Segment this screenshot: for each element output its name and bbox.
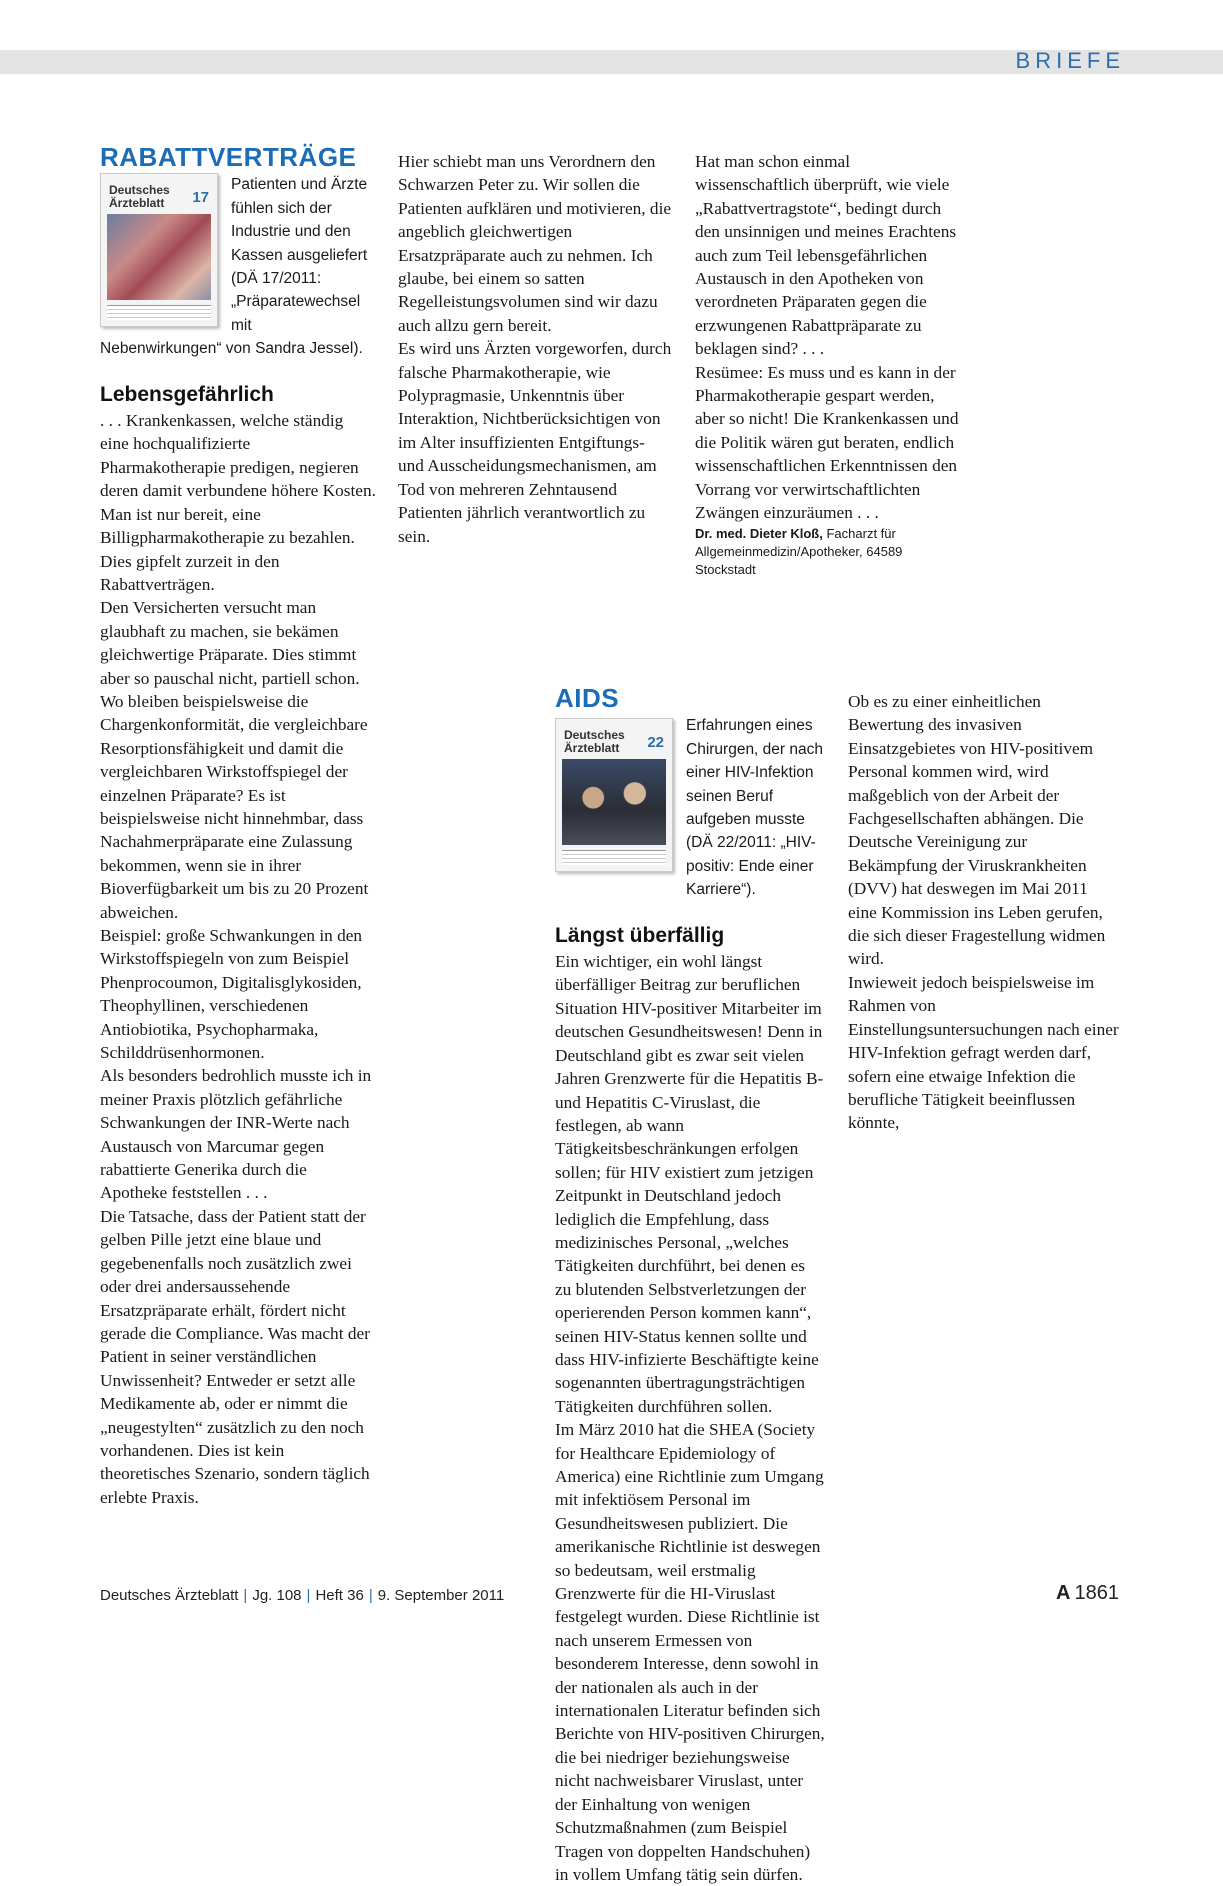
article1-column-1	[100, 142, 376, 1509]
article2-column-2	[848, 690, 1120, 1135]
page-number: A 1861	[1056, 1582, 1119, 1604]
article2-cover-image	[555, 718, 673, 872]
paragraph: Beispiel: große Schwankungen in den Wirkstoffspiegeln von zum Beispiel Phenprocoumon, Digitalisglykosiden, Theophyllinen, verschiedenen Antiobiotika, Psychopharmaka, Schilddrüsenhormonen.	[100, 926, 363, 1063]
paragraph: Wo bleiben beispielsweise die Chargenkonformität, die vergleichbare Resorptionsfähigkeit und damit die vergleichbaren Wirkstoffspiegel der einzelnen Präparate? Es ist beispielsweise nicht hinnehmbar, dass Nachahmerpräparate eine Zulassung bekommen, wenn sie in ihrer Bioverfügbarkeit um bis zu 20 Prozent abweichen.	[100, 691, 369, 922]
paragraph: Als besonders bedrohlich musste ich in meiner Praxis plötzlich gefährliche Schwankungen der INR-Werte nach Austausch von Marcumar gegen rabattierte Generika durch die Apotheke feststellen . . .	[100, 1066, 372, 1203]
paragraph: . . . Krankenkassen, welche ständig eine hochqualifizierte Pharmakotherapie predigen, negieren deren damit verbundene höhere Kosten. Man ist nur bereit, eine Billigpharmakotherapie zu bezahlen. Dies gipfelt zurzeit in den Rabattverträgen.	[100, 411, 376, 594]
paragraph: Den Versicherten versucht man glaubhaft zu machen, sie bekämen gleichwertige Präparate. Dies stimmt aber so pauschal nicht, partiell schon.	[100, 598, 360, 688]
footer-date: 9. September 2011	[377, 1587, 505, 1604]
footer-issue: Heft 36	[315, 1587, 364, 1604]
article1-cover-image	[100, 173, 218, 327]
article1-signature: Dr. med. Dieter Kloß, Facharzt für Allgemeinmedizin/Apotheker, 64589 Stockstadt	[695, 525, 903, 577]
footer-journal: Deutsches Ärzteblatt	[100, 1587, 239, 1604]
article2-heading: AIDS	[555, 683, 620, 713]
paragraph: Ob es zu einer einheitlichen Bewertung des invasiven Einsatzgebietes von HIV-positivem Personal kommen wird, wird maßgeblich von der Arbeit der Fachgesellschaften abhängen. Die Deutsche Vereinigung zur Bekämpfung der Viruskrankheiten (DVV) hat deswegen im Mai 2011 eine Kommission ins Leben gerufen, die sich dieser Fragestellung widmen wird.	[848, 692, 1106, 969]
cover-photo	[107, 214, 211, 300]
paragraph: Resümee: Es muss und es kann in der Pharmakotherapie gespart werden, aber so nicht! Die Krankenkassen und die Politik wären gut beraten, endlich wissenschaftlichen Erkenntnissen den Vorrang vor verwirtschaftlichten Zwängen einzuräumen . . .	[695, 362, 959, 523]
article1-heading: RABATTVERTRÄGE	[100, 142, 357, 172]
article2-letter-heading: Längst überfällig	[555, 923, 725, 947]
article1-column-3	[695, 150, 965, 579]
article2-teaser: Erfahrungen eines Chirurgen, der nach einer HIV-Infektion seinen Beruf aufgeben musste (DÄ 22/2011: „HIV-positiv: Ende einer Karriere“).	[686, 717, 823, 899]
paragraph: Ein wichtiger, ein wohl längst überfälliger Beitrag zur beruflichen Situation HIV-positiver Mitarbeiter im deutschen Gesundheitswesen! Denn in Deutschland gibt es zwar seit vielen Jahren Grenzwerte für die Hepatitis B- und Hepatitis C-Viruslast, die festlegen, ab wann Tätigkeitsbeschränkungen erfolgen sollen; für HIV existiert zum jetzigen Zeitpunkt in Deutschland jedoch lediglich die Empfehlung, dass medizinisches Personal, „welches Tätigkeiten durchführt, bei denen es zu blutenden Selbstverletzungen der operierenden Person kommen kann“, seinen HIV-Status kennen sollte und dass HIV-infizierte Beschäftigte keine sogenannten übertragungsträchtigen Tätigkeiten durchführen sollen.	[555, 952, 824, 1416]
cover-issue-number: 22	[647, 734, 664, 752]
paragraph: Hat man schon einmal wissenschaftlich überprüft, wie viele „Rabattvertragstote“, bedingt durch den unsinnigen und meines Erachtens auch zum Teil lebensgefährlichen Austausch in den Apotheken von verordneten Präparaten gegen die erzwungenen Rabattpräparate zu beklagen sind? . . .	[695, 152, 957, 359]
cover-text-lines	[562, 850, 666, 865]
footer-volume: Jg. 108	[252, 1587, 302, 1604]
cover-title: Deutsches Ärzteblatt	[109, 183, 170, 211]
article2-column-1	[555, 683, 825, 1886]
article1-teaser: Patienten und Ärzte fühlen sich der Industrie und den Kassen ausgeliefert (DÄ 17/2011: „Präparatewechsel mit Nebenwirkungen“ von Sandra Jessel).	[100, 176, 368, 358]
article1-column-2	[398, 150, 674, 548]
paragraph: Inwieweit jedoch beispielsweise im Rahmen von Einstellungsuntersuchungen nach einer HIV-Infektion gefragt werden darf, sofern eine etwaige Infektion die berufliche Tätigkeit beeinflussen könnte,	[848, 972, 1119, 1133]
section-label: BRIEFE	[1015, 48, 1125, 73]
footer: Deutsches Ärzteblatt | Jg. 108 | Heft 36 | 9. September 2011	[100, 1587, 505, 1604]
paragraph: Hier schiebt man uns Verordnern den Schwarzen Peter zu. Wir sollen die Patienten aufklären und motivieren, die angeblich gleichwertigen Ersatzpräparate auch zu nehmen. Ich glaube, bei einem so satten Regelleistungsvolumen sind wir dazu auch allzu gern bereit.	[398, 152, 672, 335]
paragraph: Es wird uns Ärzten vorgeworfen, durch falsche Pharmakotherapie, wie Polypragmasie, Unkenntnis über Interaktion, Nichtberücksichtigen von im Alter insuffizienten Entgiftungs- und Ausscheidungsmechanismen, am Tod von mehreren Zehntausend Patienten jährlich verantwortlich zu sein.	[398, 339, 672, 546]
article1-letter-heading: Lebensgefährlich	[100, 382, 274, 406]
cover-photo	[562, 759, 666, 845]
cover-issue-number: 17	[192, 189, 209, 207]
cover-text-lines	[107, 305, 211, 320]
paragraph: Im März 2010 hat die SHEA (Society for Healthcare Epidemiology of America) eine Richtlinie zum Umgang mit infektiösem Personal im Gesundheitswesen publiziert. Die amerikanische Richtlinie ist deswegen so bedeutsam, weil erstmalig Grenzwerte für die HI-Viruslast festgelegt wurden. Diese Richtlinie ist nach unserem Ermessen von besonderem Interesse, denn sowohl in der nationalen als auch in der internationalen Literatur befinden sich Berichte von HIV-positiven Chirurgen, die bei niedriger beziehungsweise nicht nachweisbarer Viruslast, unter der Einhaltung von wenigen Schutzmaßnahmen (zum Beispiel Tragen von doppelten Handschuhen) in vollem Umfang tätig sein dürfen.	[555, 1420, 825, 1884]
cover-title: Deutsches Ärzteblatt	[564, 728, 625, 756]
paragraph: Die Tatsache, dass der Patient statt der gelben Pille jetzt eine blaue und gegebenenfalls noch zusätzlich zwei oder drei andersaussehende Ersatzpräparate erhält, fördert nicht gerade die Compliance. Was macht der Patient in seiner verständlichen Unwissenheit? Entweder er setzt alle Medikamente ab, oder er nimmt die „neugestylten“ zusätzlich zu den noch vorhandenen. Dies ist kein theoretisches Szenario, sondern täglich erlebte Praxis.	[100, 1206, 370, 1507]
